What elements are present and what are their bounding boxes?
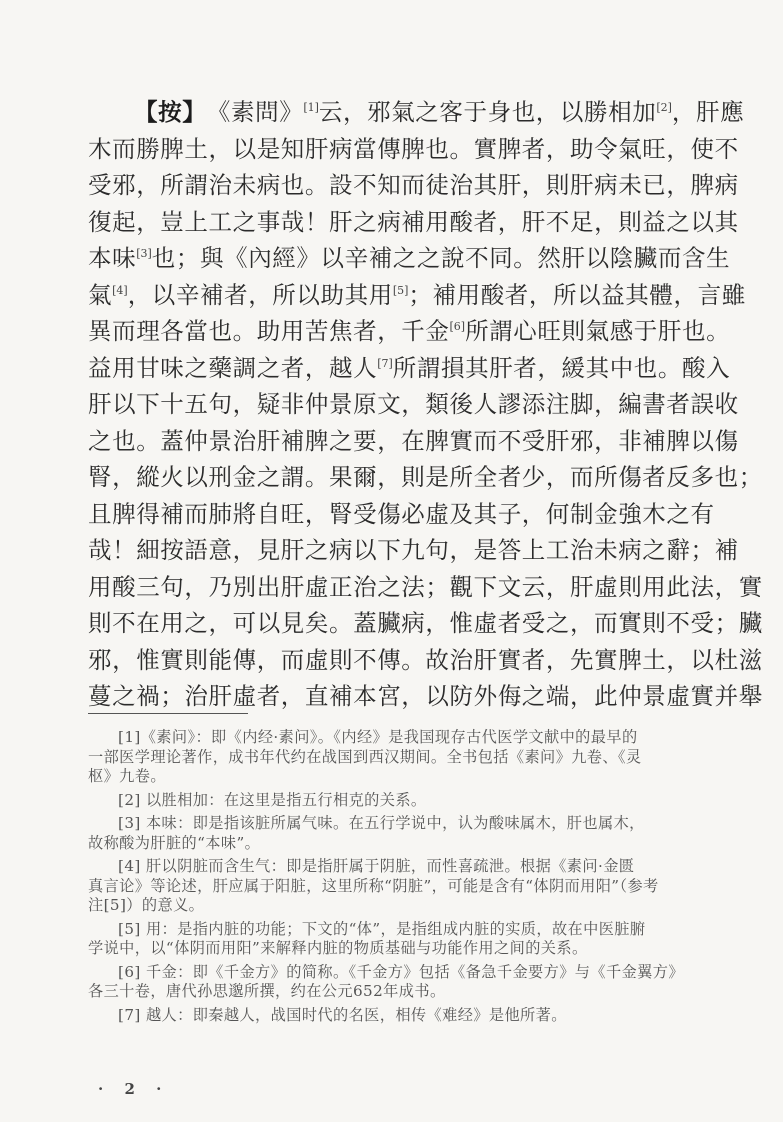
body-line <box>88 459 763 496</box>
body-line <box>88 678 763 715</box>
footnote-reference: [5] <box>392 283 409 297</box>
footnote-line: 各三十卷，唐代孙思邈所撰，约在公元652年成书。 <box>88 982 446 1000</box>
footnote-line: 注[5]）的意义。 <box>88 896 205 914</box>
body-text-segment: 且脾得補而肺將自旺，腎受傷必虛及其子，何制金強木之有 <box>88 499 715 528</box>
footnote <box>88 1006 716 1026</box>
footnotes-section <box>88 728 716 1029</box>
body-line <box>88 240 731 277</box>
footnote-line: [5] 用：是指内脏的功能；下文的“体”，是指组成内脏的实质，故在中医脏腑 <box>118 919 646 938</box>
commentary-label: 【按】 <box>134 98 219 126</box>
footnote-reference: [1] <box>303 101 319 114</box>
footnote-reference: [4] <box>112 283 128 297</box>
body-text-segment: 異而理各當也。助用苦焦者，千金 <box>88 317 450 345</box>
page-number: · 2 · <box>98 1080 170 1098</box>
body-line <box>88 94 745 131</box>
body-text-segment: 木而勝脾土，以是知肝病當傳脾也。實脾者，助令氣旺，使不 <box>88 134 739 163</box>
footnote-line: 故称酸为肝脏的“本味”。 <box>88 833 261 852</box>
body-text-segment: ；補用酸者，所以益其體，言雖 <box>408 280 746 309</box>
body-text-segment: 則不在用之，可以見矣。蓋臟病，惟虛者受之，而實則不受；臟 <box>88 609 763 637</box>
footnote-divider <box>88 713 248 714</box>
body-text-segment: 復起，豈上工之事哉！肝之病補用酸者，肝不足，則益之以其 <box>88 207 739 236</box>
body-text-segment: 云，邪氣之客于身也，以勝相加 <box>318 98 657 126</box>
footnote-line: 一部医学理论著作，成书年代约在战国到西汉期间。全书包括《素问》九卷、《灵 <box>88 747 642 766</box>
body-text-segment: 蔓之禍；治肝虛者，直補本宮，以防外侮之端，此仲景虛實并舉 <box>88 682 763 710</box>
footnote <box>88 791 716 811</box>
body-line <box>88 131 739 168</box>
body-line <box>88 277 746 314</box>
footnote-reference: [2] <box>656 101 672 114</box>
footnote <box>88 857 716 916</box>
body-line <box>88 642 763 679</box>
body-line <box>88 386 739 423</box>
footnote-line: [2] 以胜相加：在这里是指五行相克的关系。 <box>118 790 427 809</box>
body-text-segment: 益用甘味之藥調之者，越人 <box>88 353 378 382</box>
body-text-segment: 受邪，所謂治未病也。設不知而徒治其肝，則肝病未已，脾病 <box>88 171 739 199</box>
body-text-segment: ，以辛補者，所以助其用 <box>127 280 393 309</box>
body-line <box>88 532 739 569</box>
body-text-segment: 肝以下十五句，疑非仲景原文，類後人謬添注脚，編書者誤收 <box>88 390 739 418</box>
body-line <box>88 569 763 606</box>
body-text-segment: 之也。蓋仲景治肝補脾之要，在脾實而不受肝邪，非補脾以傷 <box>88 426 739 455</box>
footnote-line: 真言论》等论述，肝应属于阳脏，这里所称“阴脏”，可能是含有“体阴而用阳”（参考 <box>88 876 659 895</box>
body-text-segment: 所謂損其肝者，緩其中也。酸入 <box>392 353 731 382</box>
body-text-segment: 哉！細按語意，見肝之病以下九句，是答上工治未病之辭；補 <box>88 536 739 564</box>
body-text-segment: 本味 <box>88 244 137 272</box>
footnote-line: [7] 越人：即秦越人，战国时代的名医，相传《难经》是他所著。 <box>118 1005 567 1024</box>
body-line <box>88 167 739 204</box>
footnote-reference: [3] <box>136 247 152 260</box>
footnote-reference: [7] <box>377 356 393 370</box>
footnote-line: [6] 千金：即《千金方》的简称。《千金方》包括《备急千金要方》与《千金翼方》 <box>118 962 684 981</box>
body-line <box>88 313 731 350</box>
footnote <box>88 920 716 959</box>
body-text-segment: ，肝應 <box>671 98 745 126</box>
body-text-segment: 所謂心旺則氣感于肝也。 <box>465 317 731 345</box>
body-line <box>88 496 716 533</box>
body-line <box>88 350 731 387</box>
footnote <box>88 728 716 787</box>
footnote-reference: [6] <box>449 320 466 333</box>
body-text-segment: 氣 <box>88 280 113 309</box>
footnote-line: [4] 肝以阴脏而含生气：即是指肝属于阴脏，而性喜疏泄。根据《素问·金匮 <box>118 857 635 875</box>
body-text-segment: 《素問》 <box>218 98 304 126</box>
footnote-line: 枢》九卷。 <box>88 767 166 785</box>
body-text-segment: 用酸三句，乃別出肝虛正治之法；觀下文云，肝虛則用此法，實 <box>88 572 763 601</box>
footnote-line: 学说中，以“体阴而用阳”来解释内脏的物质基础与功能作用之间的关系。 <box>88 939 588 957</box>
footnote <box>88 814 716 853</box>
body-line <box>88 605 763 642</box>
body-text-segment: 邪，惟實則能傳，而虛則不傳。故治肝實者，先實脾土，以杜滋 <box>88 645 763 674</box>
body-line <box>88 204 739 241</box>
footnote-line: [1]《素问》：即《内经·素问》。《内经》是我国现存古代医学文献中的最早的 <box>118 728 638 746</box>
commentary-body <box>88 94 763 715</box>
body-text-segment: 也；與《內經》以辛補之之說不同。然肝以陰臟而含生 <box>151 244 731 272</box>
body-line <box>88 423 739 460</box>
footnote-line: [3] 本味：即是指该脏所属气味。在五行学说中，认为酸味属木，肝也属木， <box>118 814 645 832</box>
footnote <box>88 963 716 1002</box>
body-text-segment: 腎，縱火以刑金之謂。果爾，則是所全者少，而所傷者反多也； <box>88 463 763 491</box>
